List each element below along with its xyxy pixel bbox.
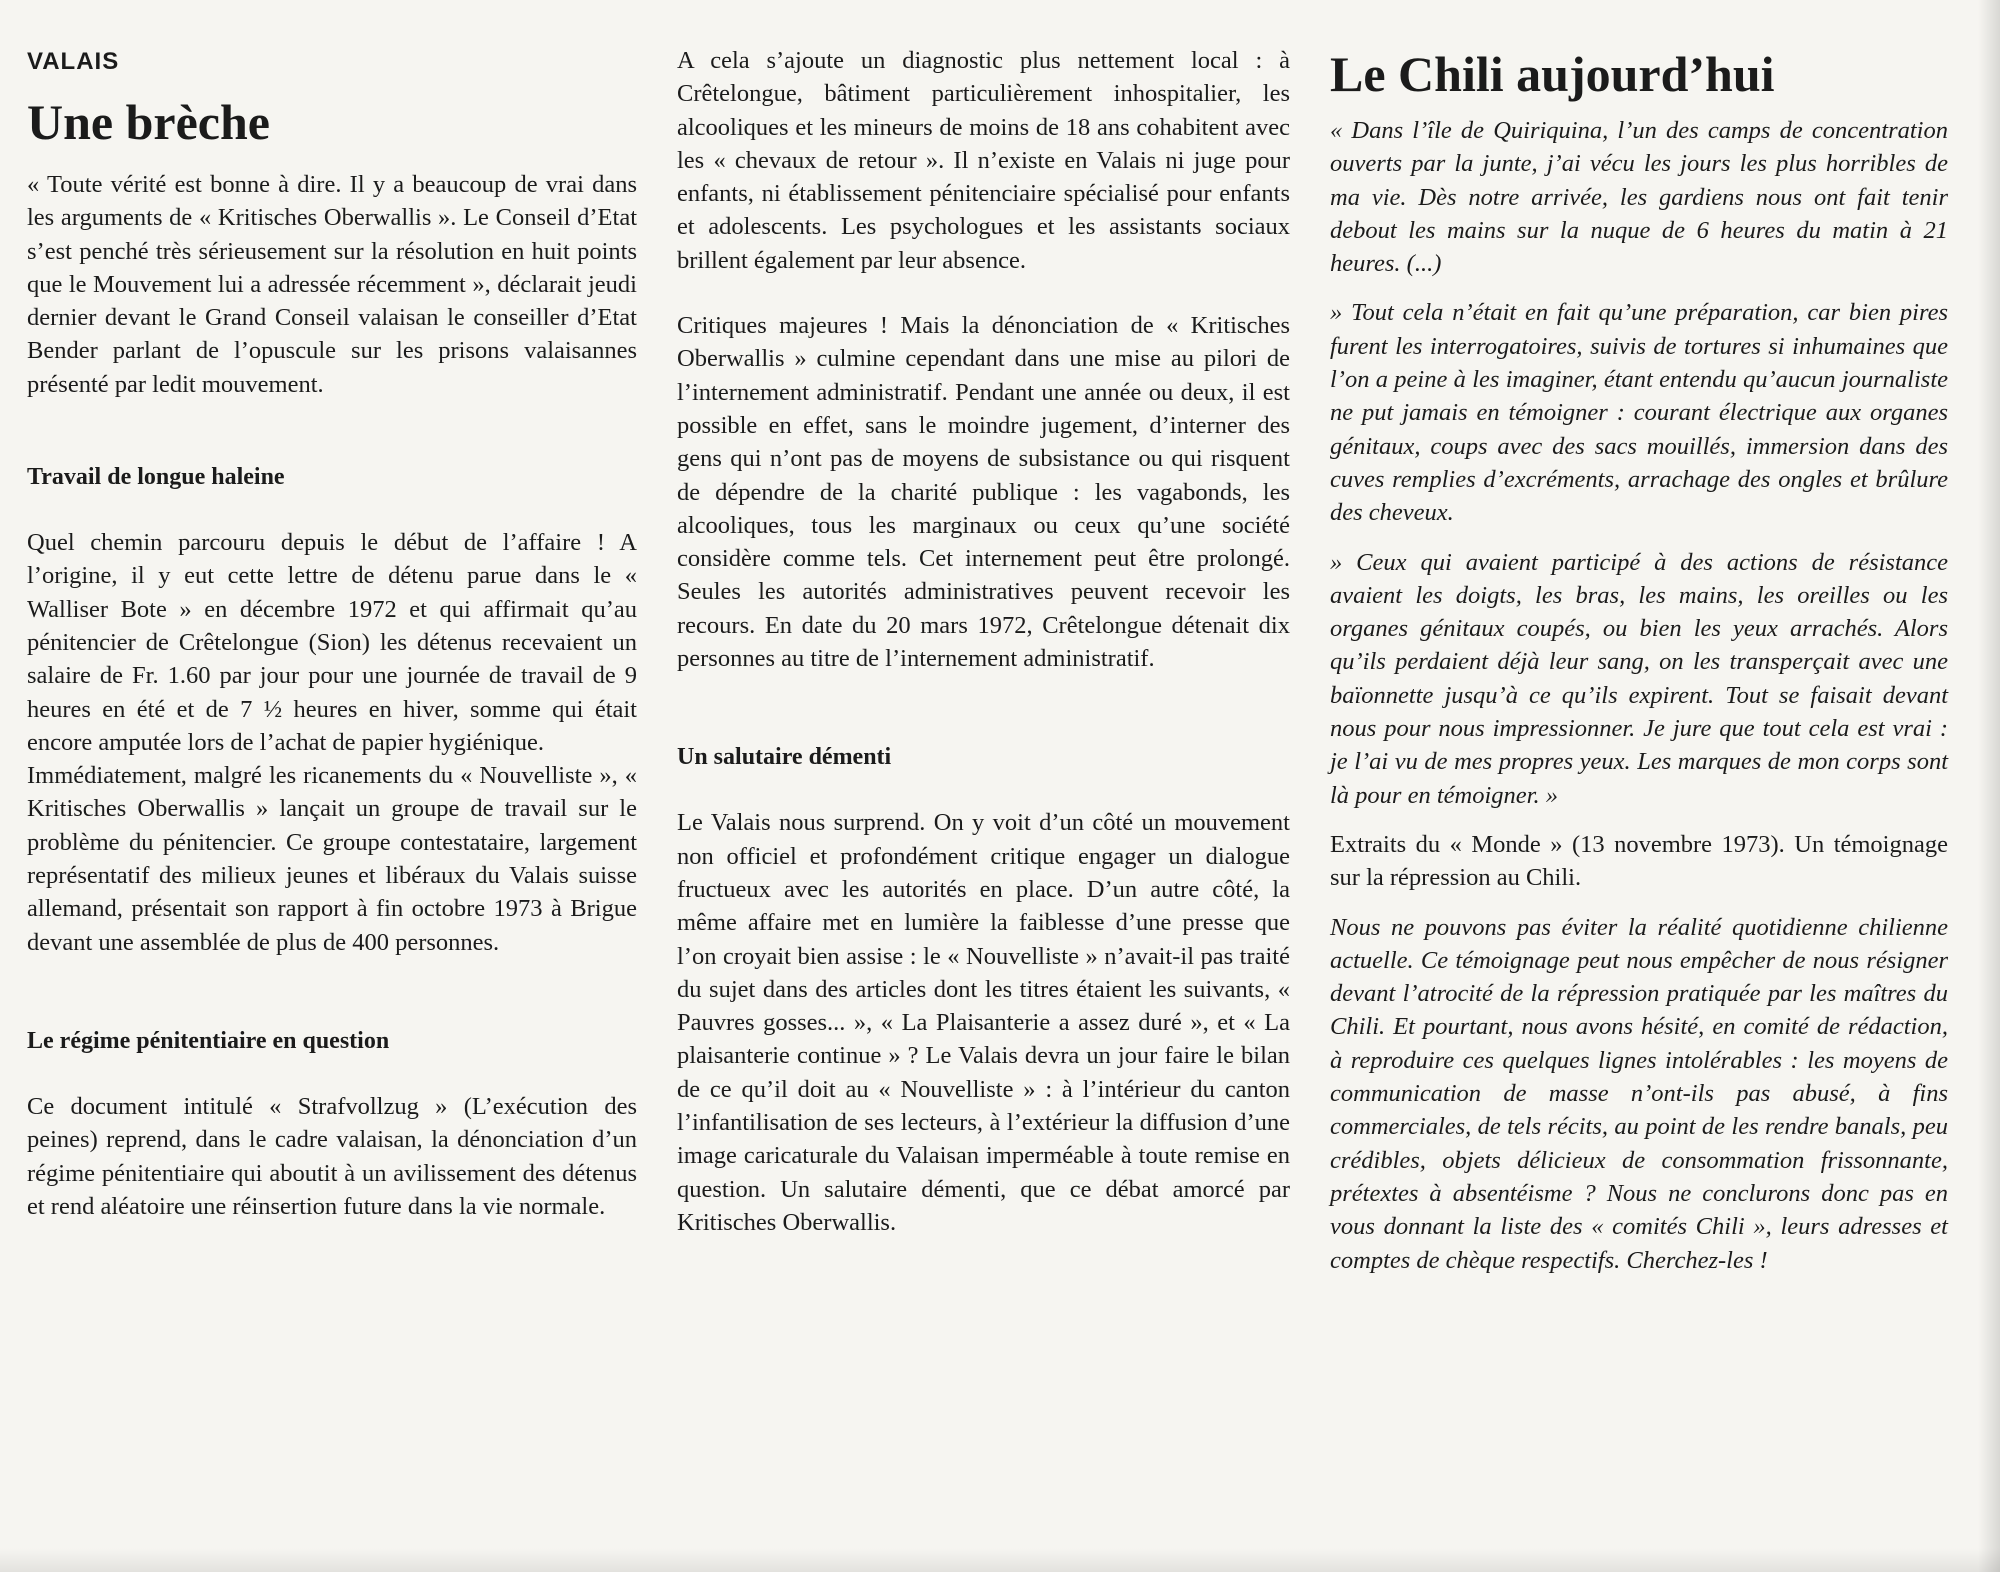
paragraph-critiques: Critiques majeures ! Mais la dénonciation de « Kritisches Oberwallis » culmine cependant dans une mise au pilori de l’internement administratif. Pendant une année ou deux, il est possible en effet, sans le moindre jugement, d’interner des gens qui n’ont pas de moyens de subsistance ou qui risquent de dépendre de la charité publique : les vagabonds, les alcooliques, tous les marginaux ou ceux qu’une société considère comme tels. Cet internement peut être prolongé. Seules les autorités administratives peuvent recevoir les recours. En date du 20 mars 1972, Crêtelongue détenait dix personnes au titre de l’internement administratif.: [677, 312, 1290, 673]
quote-paragraph-1: « Dans l’île de Quiriquina, l’un des camps de concentration ouverts par la junte, j’ai vécu les jours les plus horribles de ma vie. Dès notre arrivée, les gardiens nous ont fait tenir debout les mains sur la nuque de 6 heures du matin à 21 heures. (...): [1330, 117, 1948, 278]
column-chili: [1330, 44, 1948, 1277]
section-label: VALAIS: [27, 48, 120, 75]
quote-paragraph-3: » Ceux qui avaient participé à des actions de résistance avaient les doigts, les bras, les mains, les oreilles ou les organes génitaux coupés, ou bien les yeux arrachés. Alors qu’ils perdaient déjà leur sang, on les transperçait avec une baïonnette jusqu’à ce qu’ils expirent. Tout se faisait devant nous pour nous impressionner. Je jure que tout cela est vrai : je l’ai vu de mes propres yeux. Les marques de mon corps sont là pour en témoigner. »: [1330, 548, 1948, 809]
chili-headline: Le Chili aujourd’hui: [1330, 46, 1775, 102]
article-intro: « Toute vérité est bonne à dire. Il y a beaucoup de vrai dans les arguments de « Kritisches Oberwallis ». Le Conseil d’Etat s’est penché très sérieusement sur la résolution en huit points que le Mouvement lui a adressée récemment », déclarait jeudi dernier devant le Grand Conseil valaisan le conseiller d’Etat Bender parlant de l’opuscule sur les prisons valaisannes présenté par ledit mouvement.: [27, 171, 637, 398]
column-valais: [27, 44, 637, 1223]
paragraph-travail-1: Quel chemin parcouru depuis le début de l’affaire ! A l’origine, il y eut cette lettre de détenu parue dans le « Walliser Bote » en décembre 1972 et qui affirmait qu’au pénitencier de Crêtelongue (Sion) les détenus recevaient un salaire de Fr. 1.60 par jour pour une journée de travail de 9 heures en été et de 7 ½ heures en hiver, somme qui était encore amputée lors de l’achat de papier hygiénique.: [27, 529, 637, 756]
page-bottom-shadow: [0, 1548, 2000, 1572]
page-edge-shadow: [1978, 0, 2000, 1572]
paragraph-travail-2: Immédiatement, malgré les ricanements du « Nouvelliste », « Kritisches Oberwallis » lançait un groupe de travail sur le problème du pénitencier. Ce groupe contestataire, largement représentatif des milieux jeunes et libéraux du Valais suisse allemand, présentait son rapport à fin octobre 1973 à Brigue devant une assemblée de plus de 400 personnes.: [27, 762, 637, 956]
subheading-regime: Le régime pénitentiaire en question: [27, 1027, 390, 1054]
editorial-comment: Nous ne pouvons pas éviter la réalité quotidienne chilienne actuelle. Ce témoignage peut nous empêcher de nous résigner devant l’atrocité de la répression pratiquée par les maîtres du Chili. Et pourtant, nous avons hésité, en comité de rédaction, à reproduire ces quelques lignes intolérables : les moyens de communication de masse n’ont-ils pas abusé, à fins commerciales, de tels récits, au point de les rendre banals, peu crédibles, objets délicieux de consommation frissonnante, prétextes à absentéisme ? Nous ne conclurons donc pas en vous donnant la liste des « comités Chili », leurs adresses et comptes de chèque respectifs. Cherchez-les !: [1330, 913, 1948, 1274]
paragraph-regime: Ce document intitulé « Strafvollzug » (L’exécution des peines) reprend, dans le cadre valaisan, la dénonciation d’un régime pénitentiaire qui aboutit à un avilissement des détenus et rend aléatoire une réinsertion future dans la vie normale.: [27, 1092, 637, 1220]
article-headline: Une brèche: [27, 94, 270, 150]
paragraph-dementi: Le Valais nous surprend. On y voit d’un côté un mouvement non officiel et profondément critique engager un dialogue fructueux avec les autorités en place. D’un autre côté, la même affaire met en lumière la faiblesse d’une presse que l’on croyait bien assise : le « Nouvelliste » n’avait-il pas traité du sujet dans des articles dont les titres étaient les suivants, « Pauvres gosses... », « La Plaisanterie a assez duré », et « La plaisanterie continue » ? Le Valais devra un jour faire le bilan de ce qu’il doit au « Nouvelliste » : à l’intérieur du canton l’infantilisation de ses lecteurs, à l’extérieur la diffusion d’une image caricaturale du Valaisan imperméable à toute remise en question. Un salutaire démenti, que ce débat amorcé par Kritisches Oberwallis.: [677, 809, 1290, 1236]
subheading-dementi: Un salutaire démenti: [677, 744, 892, 771]
quote-paragraph-2: » Tout cela n’était en fait qu’une préparation, car bien pires furent les interrogatoires, suivis de tortures si inhumaines que l’on a peine à les imaginer, étant entendu qu’aucun journaliste ne put jamais en témoigner : courant électrique aux organes génitaux, coups avec des sacs mouillés, immersion dans des cuves remplies d’excréments, arrachage des ongles et brûlure des cheveux.: [1330, 299, 1948, 527]
paragraph-diagnostic: A cela s’ajoute un diagnostic plus nettement local : à Crêtelongue, bâtiment particulièrement inhospitalier, les alcooliques et les mineurs de moins de 18 ans cohabitent avec les « chevaux de retour ». Il n’existe en Valais ni juge pour enfants, ni établissement pénitenciaire spécialisé pour enfants et adolescents. Les psychologues et les assistants sociaux brillent également par leur absence.: [677, 47, 1290, 274]
source-note: Extraits du « Monde » (13 novembre 1973). Un témoignage sur la répression au Chili.: [1330, 830, 1948, 892]
column-middle: [677, 44, 1290, 1239]
subheading-travail: Travail de longue haleine: [27, 464, 285, 491]
